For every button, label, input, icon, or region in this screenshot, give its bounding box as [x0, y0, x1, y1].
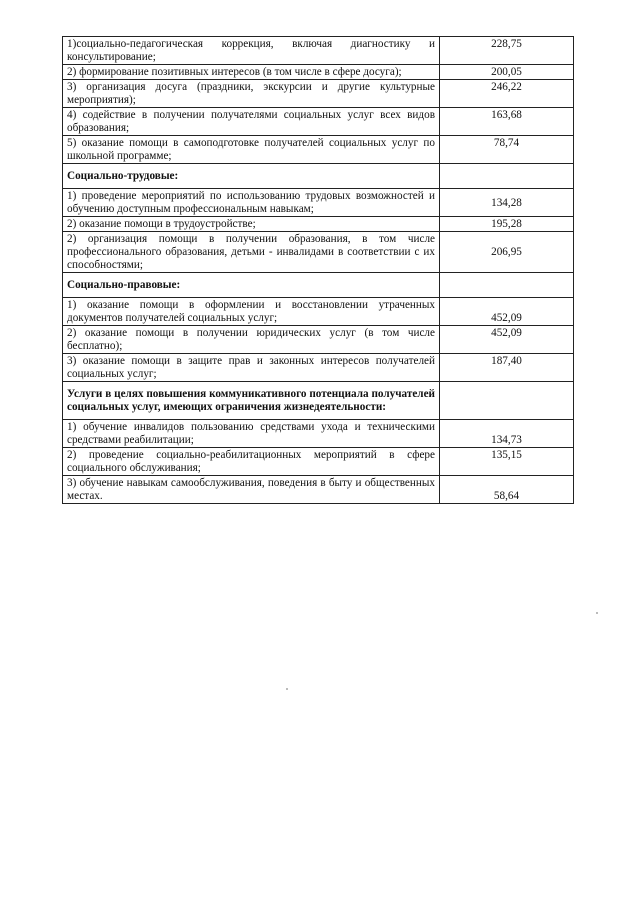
service-description: 2) формирование позитивных интересов (в том числе в сфере досуга); — [63, 65, 440, 80]
service-description: 1)социально-педагогическая коррекция, включая диагностику и консультирование; — [63, 37, 440, 65]
table-row — [63, 37, 574, 65]
table-row — [63, 217, 574, 232]
section-header-row — [63, 164, 574, 189]
service-price: 134,73 — [440, 420, 574, 448]
table-row — [63, 189, 574, 217]
service-description: 2) организация помощи в получении образования, в том числе профессионального образования, детьми - инвалидами в соответствии с их способностями; — [63, 232, 440, 273]
table-row — [63, 420, 574, 448]
scan-speck — [596, 612, 598, 614]
service-description: 2) оказание помощи в получении юридических услуг (в том числе бесплатно); — [63, 326, 440, 354]
service-price: 78,74 — [440, 136, 574, 164]
services-price-table — [62, 36, 574, 504]
table-row — [63, 354, 574, 382]
section-price-empty — [440, 273, 574, 298]
service-price: 195,28 — [440, 217, 574, 232]
section-header-row — [63, 273, 574, 298]
service-description: 2) оказание помощи в трудоустройстве; — [63, 217, 440, 232]
table-row — [63, 136, 574, 164]
scan-speck — [286, 688, 288, 690]
service-price: 246,22 — [440, 80, 574, 108]
service-description: 2) проведение социально-реабилитационных мероприятий в сфере социального обслуживания; — [63, 448, 440, 476]
service-price: 135,15 — [440, 448, 574, 476]
table-row — [63, 232, 574, 273]
service-price: 452,09 — [440, 298, 574, 326]
section-price-empty — [440, 164, 574, 189]
service-price: 134,28 — [440, 189, 574, 217]
table-row — [63, 326, 574, 354]
service-description: 3) оказание помощи в защите прав и законных интересов получателей социальных услуг; — [63, 354, 440, 382]
service-description: 3) обучение навыкам самообслуживания, поведения в быту и общественных местах. — [63, 476, 440, 504]
section-title: Социально-трудовые: — [63, 164, 440, 189]
service-price: 206,95 — [440, 232, 574, 273]
service-price: 163,68 — [440, 108, 574, 136]
section-header-row — [63, 382, 574, 420]
table-row — [63, 476, 574, 504]
service-price: 452,09 — [440, 326, 574, 354]
service-description: 1) обучение инвалидов пользованию средствами ухода и техническими средствами реабилитации; — [63, 420, 440, 448]
table-row — [63, 298, 574, 326]
service-description: 4) содействие в получении получателями социальных услуг всех видов образования; — [63, 108, 440, 136]
section-title: Услуги в целях повышения коммуникативного потенциала получателей социальных услуг, имеющих ограничения жизнедеятельности: — [63, 382, 440, 420]
table-row — [63, 108, 574, 136]
service-price: 200,05 — [440, 65, 574, 80]
service-description: 1) оказание помощи в оформлении и восстановлении утраченных документов получателей социальных услуг; — [63, 298, 440, 326]
service-description: 3) организация досуга (праздники, экскурсии и другие культурные мероприятия); — [63, 80, 440, 108]
section-price-empty — [440, 382, 574, 420]
service-price: 228,75 — [440, 37, 574, 65]
service-description: 1) проведение мероприятий по использованию трудовых возможностей и обучению доступным профессиональным навыкам; — [63, 189, 440, 217]
table-row — [63, 448, 574, 476]
section-title: Социально-правовые: — [63, 273, 440, 298]
service-description: 5) оказание помощи в самоподготовке получателей социальных услуг по школьной программе; — [63, 136, 440, 164]
service-price: 187,40 — [440, 354, 574, 382]
table-row — [63, 65, 574, 80]
table-row — [63, 80, 574, 108]
service-price: 58,64 — [440, 476, 574, 504]
